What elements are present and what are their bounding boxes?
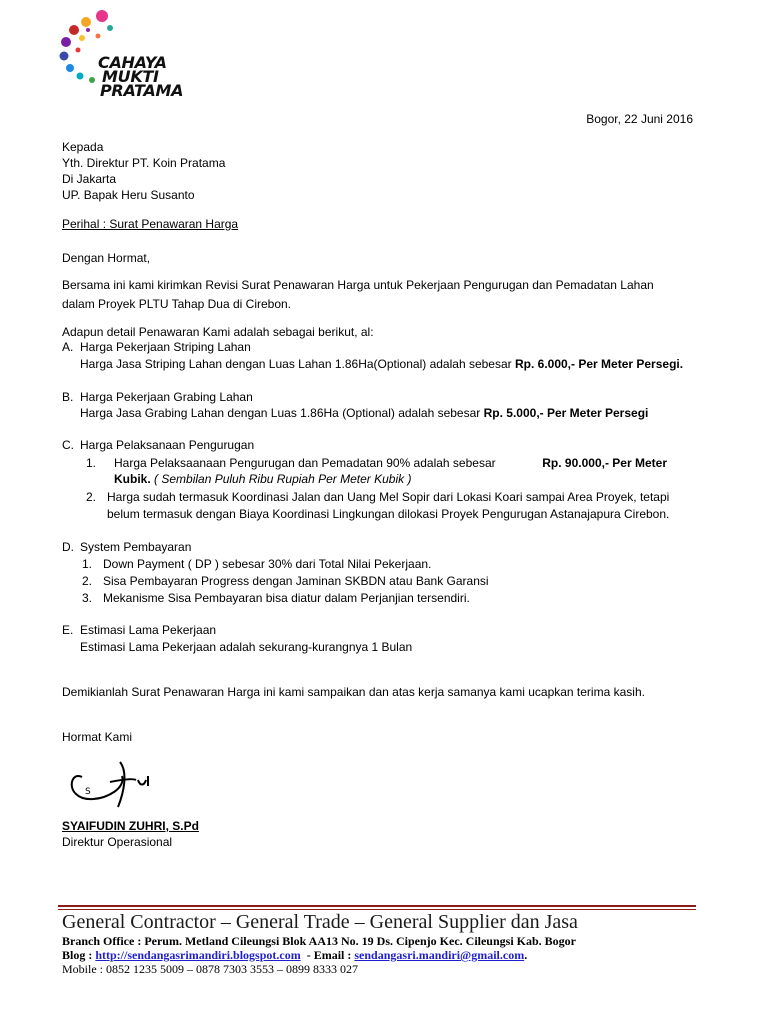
section-c-item1-price: Rp. 90.000,- Per Meter [542,456,667,470]
recipient-line3: UP. Bapak Heru Susanto [62,188,195,202]
recipient-line1: Yth. Direktur PT. Koin Pratama [62,156,226,170]
recipient-line2: Di Jakarta [62,172,117,186]
section-d-title: System Pembayaran [80,540,192,554]
section-a-text [80,356,683,372]
svg-text:S: S [85,787,91,797]
footer-blog-label: Blog : [62,948,96,962]
footer-rule-top [58,905,696,907]
section-c-item1-text: Harga Pelaksaanaan Pengurugan dan Pemadatan 90% adalah sebesar [114,456,496,470]
section-c-item2-line2: belum termasuk dengan Biaya Koordinasi Lingkungan dilokasi Proyek Pengurugan Astanajapura Cirebon. [107,507,670,521]
footer-email-label: - Email : [300,948,355,962]
signer-name: SYAIFUDIN ZUHRI, S.Pd [62,819,199,833]
section-d-item3-number: 3. [82,591,93,605]
section-a-marker: A. [62,340,74,354]
section-c-item1-line1 [114,455,667,471]
intro-line1: Bersama ini kami kirimkan Revisi Surat Penawaran Harga untuk Pekerjaan Pengurugan dan Pemadatan Lahan [62,278,654,292]
section-e-text: Estimasi Lama Pekerjaan adalah sekurang-kurangnya 1 Bulan [80,640,413,654]
section-d-item2-number: 2. [82,574,93,588]
signer-position: Direktur Operasional [62,835,173,849]
section-c-item2-line1: Harga sudah termasuk Koordinasi Jalan dan Uang Mel Sopir dari Lokasi Koari sampai Area Proyek, tetapi [107,490,670,504]
section-a-description: Harga Jasa Striping Lahan dengan Luas Lahan 1.86Ha(Optional) adalah sebesar [80,357,512,371]
letter-date: Bogor, 22 Juni 2016 [586,112,693,126]
section-c-marker: C. [62,438,74,452]
section-b-title: Harga Pekerjaan Grabing Lahan [80,390,253,404]
section-e-title: Estimasi Lama Pekerjaan [80,623,217,637]
logo-text-line2: MUKTI [102,67,159,86]
section-d-item1-number: 1. [82,557,93,571]
greeting: Dengan Hormat, [62,251,151,265]
closing-paragraph: Demikianlah Surat Penawaran Harga ini kami sampaikan dan atas kerja samanya kami ucapkan terima kasih. [62,685,645,699]
footer-blog-link[interactable]: http://sendangasrimandiri.blogspot.com [95,948,301,962]
section-d-marker: D. [62,540,74,554]
section-a-title: Harga Pekerjaan Striping Lahan [80,340,251,354]
subject-line: Perihal : Surat Penawaran Harga [62,217,239,231]
section-b-description: Harga Jasa Grabing Lahan dengan Luas 1.86Ha (Optional) adalah sebesar [80,406,481,420]
section-d-item2-text: Sisa Pembayaran Progress dengan Jaminan SKBDN atau Bank Garansi [103,574,489,588]
footer-email-end: . [524,948,528,962]
section-c-item2-number: 2. [86,490,97,504]
footer-mobile: Mobile : 0852 1235 5009 – 0878 7303 3553 – 0899 8333 027 [62,962,358,976]
signature-graphic [62,752,162,812]
section-c-item1-spelled-price: ( Sembilan Puluh Ribu Rupiah Per Meter Kubik ) [154,472,412,486]
section-c-item1-line2 [114,471,411,487]
footer-branch: Branch Office : Perum. Metland Cileungsi Blok AA13 No. 19 Ds. Cipenjo Kec. Cileungsi Kab. Bogor [62,934,576,948]
regards: Hormat Kami [62,730,133,744]
section-b-text [80,405,648,421]
section-c-item1-unit: Kubik. [114,472,151,486]
section-d-item3-text: Mekanisme Sisa Pembayaran bisa diatur dalam Perjanjian tersendiri. [103,591,470,605]
section-d-item1-text: Down Payment ( DP ) sebesar 30% dari Total Nilai Pekerjaan. [103,557,432,571]
footer-contact [62,948,527,963]
footer-title: General Contractor – General Trade – General Supplier dan Jasa [62,911,578,933]
section-a-price: Rp. 6.000,- Per Meter Persegi. [514,357,684,371]
section-b-marker: B. [62,390,74,404]
section-b-price: Rp. 5.000,- Per Meter Persegi [483,406,649,420]
section-c-item1-number: 1. [86,456,97,470]
logo-text-line3: PRATAMA [100,81,184,100]
company-logo [58,10,198,105]
section-e-marker: E. [62,623,74,637]
detail-intro: Adapun detail Penawaran Kami adalah sebagai berikut, al: [62,325,374,339]
section-c-title: Harga Pelaksanaan Pengurugan [80,438,255,452]
recipient-kepada: Kepada [62,140,104,154]
footer-rule-bottom [58,909,696,910]
footer-email-link[interactable]: sendangasri.mandiri@gmail.com [354,948,525,962]
logo-text-line1: CAHAYA [98,53,167,72]
intro-line2: dalam Proyek PLTU Tahap Dua di Cirebon. [62,297,292,311]
